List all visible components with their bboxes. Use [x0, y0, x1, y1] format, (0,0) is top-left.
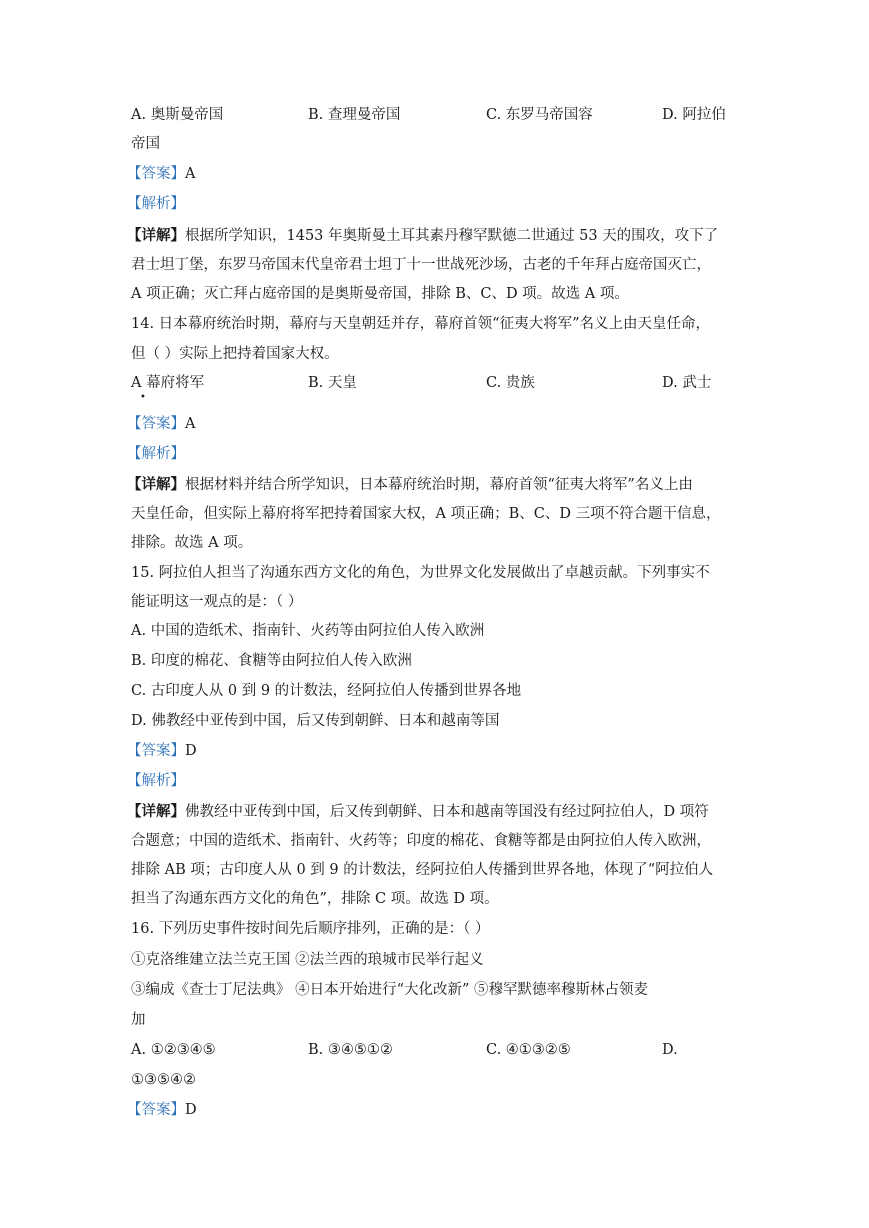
q14-option-c: C. 贵族: [486, 375, 535, 391]
q13-option-b: B. 查理曼帝国: [308, 107, 401, 123]
q13-option-d: D. 阿拉伯: [662, 107, 726, 123]
answer-tag: 【答案】: [127, 416, 185, 432]
q15-option-b: B. 印度的棉花、食糖等由阿拉伯人传入欧洲: [131, 653, 412, 669]
q14-detail-line-3: 排除。故选 A 项。: [131, 535, 253, 551]
q13-detail-line-2: 君士坦丁堡，东罗马帝国末代皇帝君士坦丁十一世战死沙场，古老的千年拜占庭帝国灭亡，: [131, 257, 711, 273]
answer-value: D: [185, 743, 197, 759]
q13-detail-line-1: [127, 226, 718, 246]
q14-stem-line-1: 14. 日本幕府统治时期，幕府与天皇朝廷并存，幕府首领“征夷大将军”名义上由天皇任命，: [131, 316, 710, 332]
answer-value: D: [185, 1102, 197, 1118]
q16-options-wrap: ①③⑤④②: [131, 1072, 196, 1088]
q15-option-d: D. 佛教经中亚传到中国，后又传到朝鲜、日本和越南等国: [131, 713, 500, 729]
analysis-tag: 【解析】: [127, 773, 185, 789]
answer-value: A: [185, 416, 196, 432]
answer-tag: 【答案】: [127, 166, 185, 182]
q16-option-c: C. ④①③②⑤: [486, 1042, 571, 1058]
q13-answer: [127, 164, 195, 184]
q13-option-wrap: 帝国: [131, 136, 160, 152]
detail-tag: 【详解】: [127, 476, 185, 493]
q15-detail-line-4: 担当了沟通东西方文化的角色”，排除 C 项。故选 D 项。: [131, 891, 499, 907]
q15-answer: [127, 741, 197, 761]
detail-text: 佛教经中亚传到中国，后又传到朝鲜、日本和越南等国没有经过阿拉伯人，D 项符: [185, 804, 709, 820]
detail-text: 根据材料并结合所学知识，日本幕府统治时期，幕府首领“征夷大将军”名义上由: [185, 477, 693, 493]
q15-detail-line-3: 排除 AB 项；古印度人从 0 到 9 的计数法，经阿拉伯人传播到世界各地，体现了“阿拉伯人: [131, 862, 714, 878]
q15-detail-line-1: [127, 802, 709, 822]
q16-option-a: A. ①②③④⑤: [131, 1042, 216, 1058]
answer-tag: 【答案】: [127, 1102, 185, 1118]
q13-detail-line-3: A 项正确；灭亡拜占庭帝国的是奥斯曼帝国，排除 B、C、D 项。故选 A 项。: [131, 286, 629, 302]
answer-tag: 【答案】: [127, 743, 185, 759]
analysis-tag: 【解析】: [127, 446, 185, 462]
q14-detail-line-1: [127, 475, 693, 495]
q15-detail-line-2: 合题意；中国的造纸术、指南针、火药等；印度的棉花、食糖等都是由阿拉伯人传入欧洲，: [131, 833, 711, 849]
q15-stem-line-2: 能证明这一观点的是：（ ）: [131, 594, 303, 610]
analysis-tag: 【解析】: [127, 196, 185, 212]
answer-value: A: [185, 166, 196, 182]
q13-option-a: A. 奥斯曼帝国: [131, 107, 224, 123]
detail-tag: 【详解】: [127, 227, 185, 244]
q14-stem-line-2: 但（ ）实际上把持着国家大权。: [131, 346, 339, 362]
q14-answer: [127, 414, 195, 434]
detail-tag: 【详解】: [127, 803, 185, 820]
q16-events-wrap: 加: [131, 1012, 146, 1028]
emphasis-dot: •: [140, 392, 146, 403]
q13-option-c: C. 东罗马帝国容: [486, 107, 593, 123]
q14-option-d: D. 武士: [662, 375, 712, 391]
q16-answer: [127, 1100, 197, 1120]
q14-detail-line-2: 天皇任命，但实际上幕府将军把持着国家大权，A 项正确；B、C、D 三项不符合题干信息，: [131, 506, 721, 522]
q16-option-d: D.: [662, 1042, 678, 1058]
q15-analysis: [127, 771, 185, 791]
q14-option-a: A 幕府将军: [131, 375, 205, 391]
q16-stem: 16. 下列历史事件按时间先后顺序排列，正确的是：（ ）: [131, 921, 490, 937]
detail-text: 根据所学知识，1453 年奥斯曼土耳其素丹穆罕默德二世通过 53 天的围攻，攻下了: [185, 228, 719, 244]
q15-stem-line-1: 15. 阿拉伯人担当了沟通东西方文化的角色，为世界文化发展做出了卓越贡献。下列事实不: [131, 565, 710, 581]
q16-option-b: B. ③④⑤①②: [308, 1042, 393, 1058]
q14-option-b: B. 天皇: [308, 375, 357, 391]
q15-option-c: C. 古印度人从 0 到 9 的计数法，经阿拉伯人传播到世界各地: [131, 683, 522, 699]
q14-analysis: [127, 444, 185, 464]
q13-analysis: [127, 194, 185, 214]
q16-events-line-2: ③编成《查士丁尼法典》 ④日本开始进行“大化改新” ⑤穆罕默德率穆斯林占领麦: [131, 982, 649, 998]
q16-events-line-1: ①克洛维建立法兰克王国 ②法兰西的琅城市民举行起义: [131, 952, 484, 968]
q15-option-a: A. 中国的造纸术、指南针、火药等由阿拉伯人传入欧洲: [131, 623, 485, 639]
